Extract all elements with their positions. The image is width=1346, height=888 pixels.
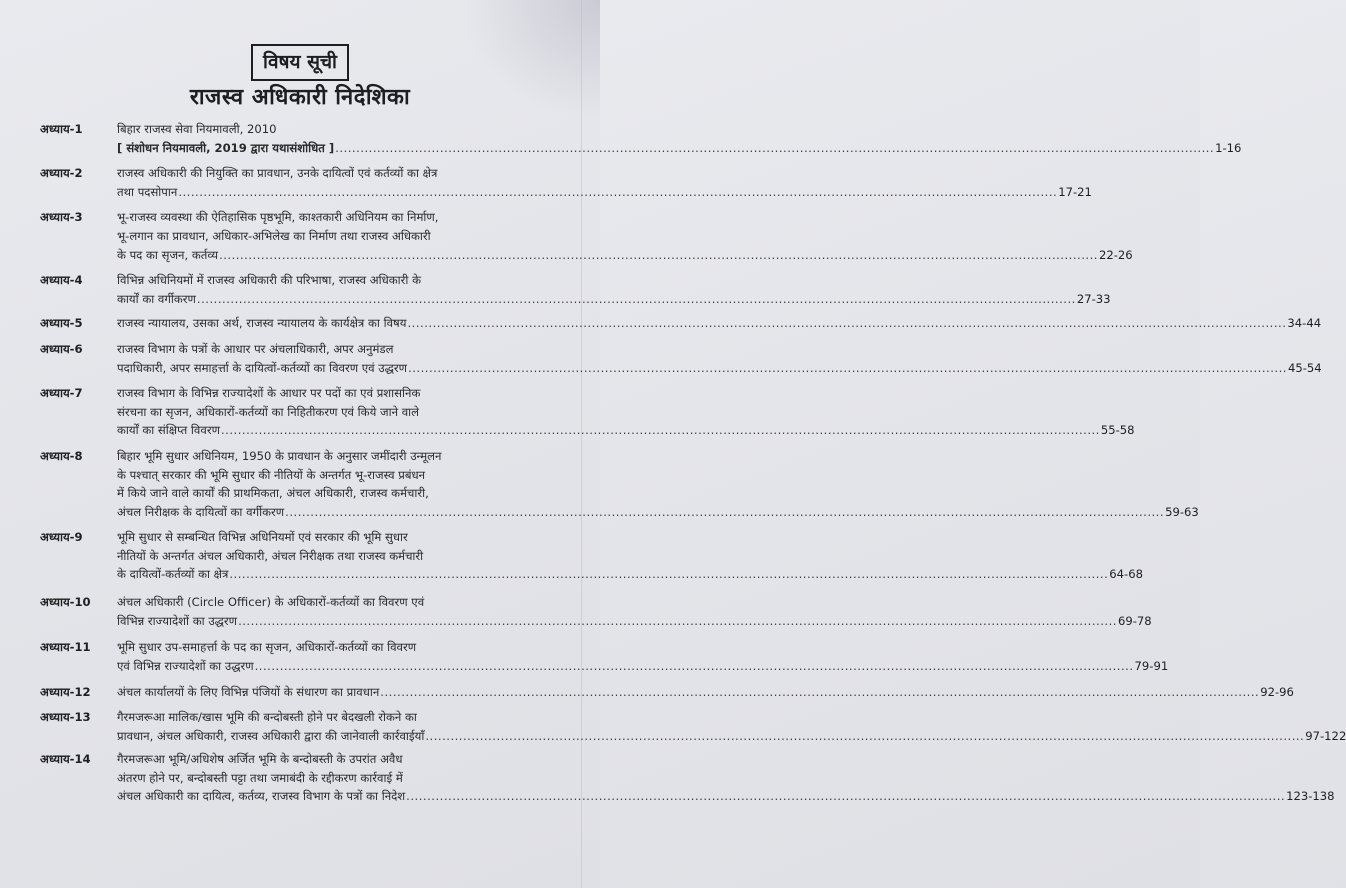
chapter-text-line: [ संशोधन नियमावली, 2019 द्वारा यथासंशोधित ]: [117, 140, 335, 155]
chapter-text-line: विभिन्न अधिनियमों में राजस्व अधिकारी की परिभाषा, राजस्व अधिकारी के: [117, 273, 421, 288]
chapter-last-line: [117, 359, 1322, 378]
toc-entry: [40, 384, 1135, 440]
table-of-contents: [40, 120, 1346, 806]
chapter-text-line: नीतियों के अन्तर्गत अंचल अधिकारी, अंचल निरीक्षक तथा राजस्व कर्मचारी: [117, 548, 424, 563]
page-range: 69-78: [1117, 613, 1152, 628]
chapter-text-line: राजस्व विभाग के विभिन्न राज्यादेशों के आधार पर पदों का एवं प्रशासनिक: [117, 386, 421, 401]
dot-leader: [255, 657, 1134, 676]
chapter-text-line: गैरमजरूआ भूमि/अधिशेष अर्जित भूमि के बन्दोबस्ती के उपरांत अवैध: [117, 752, 403, 767]
dot-leader: [408, 359, 1287, 378]
dot-leader: [406, 787, 1285, 806]
chapter-text-line: तथा पदसोपान: [117, 184, 178, 199]
toc-entry: [40, 683, 1294, 702]
page-range: 27-33: [1076, 291, 1111, 306]
page-range: 59-63: [1165, 504, 1199, 519]
toc-title-box: विषय सूची: [251, 44, 349, 81]
chapter-text-line: में किये जाने वाले कार्यों की प्राथमिकता, अंचल अधिकारी, राजस्व कर्मचारी,: [117, 486, 429, 501]
chapter-last-line: [117, 612, 1152, 631]
chapter-description: [117, 708, 1346, 745]
chapter-text-line: कार्यों का संक्षिप्त विवरण: [117, 423, 220, 438]
toc-entry: [40, 208, 1133, 264]
chapter-text-line: पदाधिकारी, अपर समाहर्त्ता के दायित्वों-कर्तव्यों का विवरण एवं उद्धरण: [117, 360, 408, 375]
chapter-text-line: अंचल अधिकारी का दायित्व, कर्तव्य, राजस्व विभाग के पत्रों का निदेश: [117, 789, 406, 804]
page-range: 79-91: [1134, 658, 1169, 673]
chapter-description: [117, 638, 1168, 675]
chapter-description: [117, 528, 1143, 584]
page-range: 45-54: [1287, 360, 1322, 375]
book-title: राजस्व अधिकारी निदेशिका: [189, 85, 411, 110]
dot-leader: [407, 314, 1286, 333]
chapter-last-line: [117, 727, 1346, 746]
chapter-last-line: [117, 657, 1168, 676]
chapter-description: [117, 208, 1133, 264]
toc-entry: [40, 638, 1169, 675]
chapter-label: अध्याय-11: [40, 640, 91, 655]
dot-leader: [197, 290, 1076, 309]
page-range: 34-44: [1287, 316, 1322, 331]
chapter-text-line: के दायित्वों-कर्तव्यों का क्षेत्र: [117, 567, 229, 582]
toc-header: [0, 44, 600, 113]
toc-entry: [40, 271, 1111, 308]
chapter-text-line: के पद का सृजन, कर्तव्य: [117, 247, 219, 262]
toc-entry: [40, 447, 1199, 521]
chapter-last-line: [117, 314, 1321, 333]
chapter-description: [117, 271, 1111, 308]
chapter-text-line: के पश्चात् सरकार की भूमि सुधार की नीतियों के अन्तर्गत भू-राजस्व प्रबंधन: [117, 467, 426, 482]
page-range: 64-68: [1109, 567, 1143, 582]
chapter-text-line: राजस्व विभाग के पत्रों के आधार पर अंचलाधिकारी, अपर अनुमंडल: [117, 341, 394, 356]
page-range: 55-58: [1100, 423, 1135, 438]
chapter-last-line: [117, 683, 1294, 702]
chapter-last-line: [117, 183, 1092, 202]
chapter-last-line: [117, 139, 1241, 158]
page-range: 22-26: [1098, 247, 1133, 262]
dot-leader: [178, 183, 1057, 202]
chapter-label: अध्याय-1: [40, 122, 83, 136]
dot-leader: [425, 727, 1304, 746]
dot-leader: [238, 612, 1117, 631]
chapter-text-line: भू-राजस्व व्यवस्था की ऐतिहासिक पृष्ठभूमि, काश्तकारी अधिनियम का निर्माण,: [117, 210, 439, 225]
chapter-text-line: प्रावधान, अंचल अधिकारी, राजस्व अधिकारी द्वारा की जानेवाली कार्रवाईयाँ: [117, 728, 425, 743]
toc-entry: [40, 314, 1322, 333]
chapter-description: [117, 384, 1135, 440]
page-range: 97-122: [1305, 728, 1346, 743]
chapter-last-line: [117, 290, 1111, 309]
toc-entry: [40, 750, 1335, 806]
chapter-description: [117, 447, 1199, 521]
chapter-label: अध्याय-14: [40, 752, 91, 767]
chapter-label: अध्याय-7: [40, 386, 83, 401]
chapter-description: [117, 750, 1335, 806]
chapter-last-line: [117, 503, 1199, 522]
chapter-last-line: [117, 421, 1135, 440]
chapter-text-line: एवं विभिन्न राज्यादेशों का उद्धरण: [117, 658, 254, 673]
chapter-text-line: भूमि सुधार से सम्बन्धित विभिन्न अधिनियमों एवं सरकार की भूमि सुधार: [117, 530, 408, 545]
page-range: 123-138: [1286, 789, 1335, 804]
chapter-text-line: अंचल अधिकारी (Circle Officer) के अधिकारों-कर्तव्यों का विवरण एवं: [117, 595, 425, 610]
chapter-description: [117, 340, 1322, 377]
chapter-label: अध्याय-8: [40, 448, 83, 463]
chapter-label: अध्याय-5: [40, 316, 83, 331]
dot-leader: [380, 683, 1259, 702]
chapter-text-line: भू-लगान का प्रावधान, अधिकार-अभिलेख का निर्माण तथा राजस्व अधिकारी: [117, 228, 431, 243]
chapter-text-line: राजस्व न्यायालय, उसका अर्थ, राजस्व न्यायालय के कार्यक्षेत्र का विषय: [117, 316, 407, 331]
chapter-text-line: अंचल कार्यालयों के लिए विभिन्न पंजियों के संधारण का प्रावधान: [117, 685, 380, 700]
chapter-text-line: बिहार भूमि सुधार अधिनियम, 1950 के प्रावधान के अनुसार जमींदारी उन्मूलन: [117, 448, 442, 463]
chapter-label: अध्याय-10: [40, 595, 91, 610]
chapter-text-line: कार्यों का वर्गीकरण: [117, 291, 196, 306]
chapter-label: अध्याय-12: [40, 685, 91, 700]
chapter-label: अध्याय-3: [40, 210, 83, 225]
toc-entry: [40, 528, 1143, 584]
chapter-label: अध्याय-6: [40, 341, 83, 356]
chapter-text-line: अंतरण होने पर, बन्दोबस्ती पट्टा तथा जमाबंदी के रद्दीकरण कार्रवाई में: [117, 770, 403, 785]
toc-entry: [40, 340, 1322, 377]
chapter-label: अध्याय-4: [40, 273, 83, 288]
toc-entry: [40, 708, 1346, 745]
page-range: 17-21: [1058, 184, 1092, 199]
chapter-description: [117, 593, 1152, 630]
chapter-label: अध्याय-9: [40, 530, 83, 545]
chapter-label: अध्याय-13: [40, 710, 91, 725]
chapter-text-line: अंचल निरीक्षक के दायित्वों का वर्गीकरण: [117, 504, 285, 519]
chapter-description: [117, 683, 1294, 702]
chapter-text-line: गैरमजरूआ मालिक/खास भूमि की बन्दोबस्ती होने पर बेदखली रोकने का: [117, 710, 417, 725]
chapter-last-line: [117, 565, 1143, 584]
chapter-text-line: भूमि सुधार उप-समाहर्त्ता के पद का सृजन, अधिकारों-कर्तव्यों का विवरण: [117, 640, 417, 655]
dot-leader: [221, 421, 1100, 440]
chapter-last-line: [117, 246, 1133, 265]
chapter-last-line: [117, 787, 1335, 806]
chapter-text-line: संरचना का सृजन, अधिकारों-कर्तव्यों का निहितीकरण एवं किये जाने वाले: [117, 404, 420, 419]
toc-entry: [40, 593, 1152, 630]
chapter-description: [117, 120, 1241, 157]
page-range: 92-96: [1260, 685, 1294, 700]
dot-leader: [219, 246, 1098, 265]
toc-entry: [40, 120, 1242, 157]
chapter-text-line: बिहार राजस्व सेवा नियमावली, 2010: [117, 122, 277, 136]
chapter-label: अध्याय-2: [40, 166, 83, 181]
chapter-description: [117, 314, 1321, 333]
chapter-text-line: राजस्व अधिकारी की नियुक्ति का प्रावधान, उनके दायित्वों एवं कर्तव्यों का क्षेत्र: [117, 166, 438, 181]
page-range: 1-16: [1215, 140, 1242, 155]
chapter-description: [117, 164, 1092, 201]
dot-leader: [335, 139, 1214, 158]
dot-leader: [285, 503, 1164, 522]
toc-entry: [40, 164, 1092, 201]
dot-leader: [229, 565, 1108, 584]
chapter-text-line: विभिन्न राज्यादेशों का उद्धरण: [117, 613, 238, 628]
